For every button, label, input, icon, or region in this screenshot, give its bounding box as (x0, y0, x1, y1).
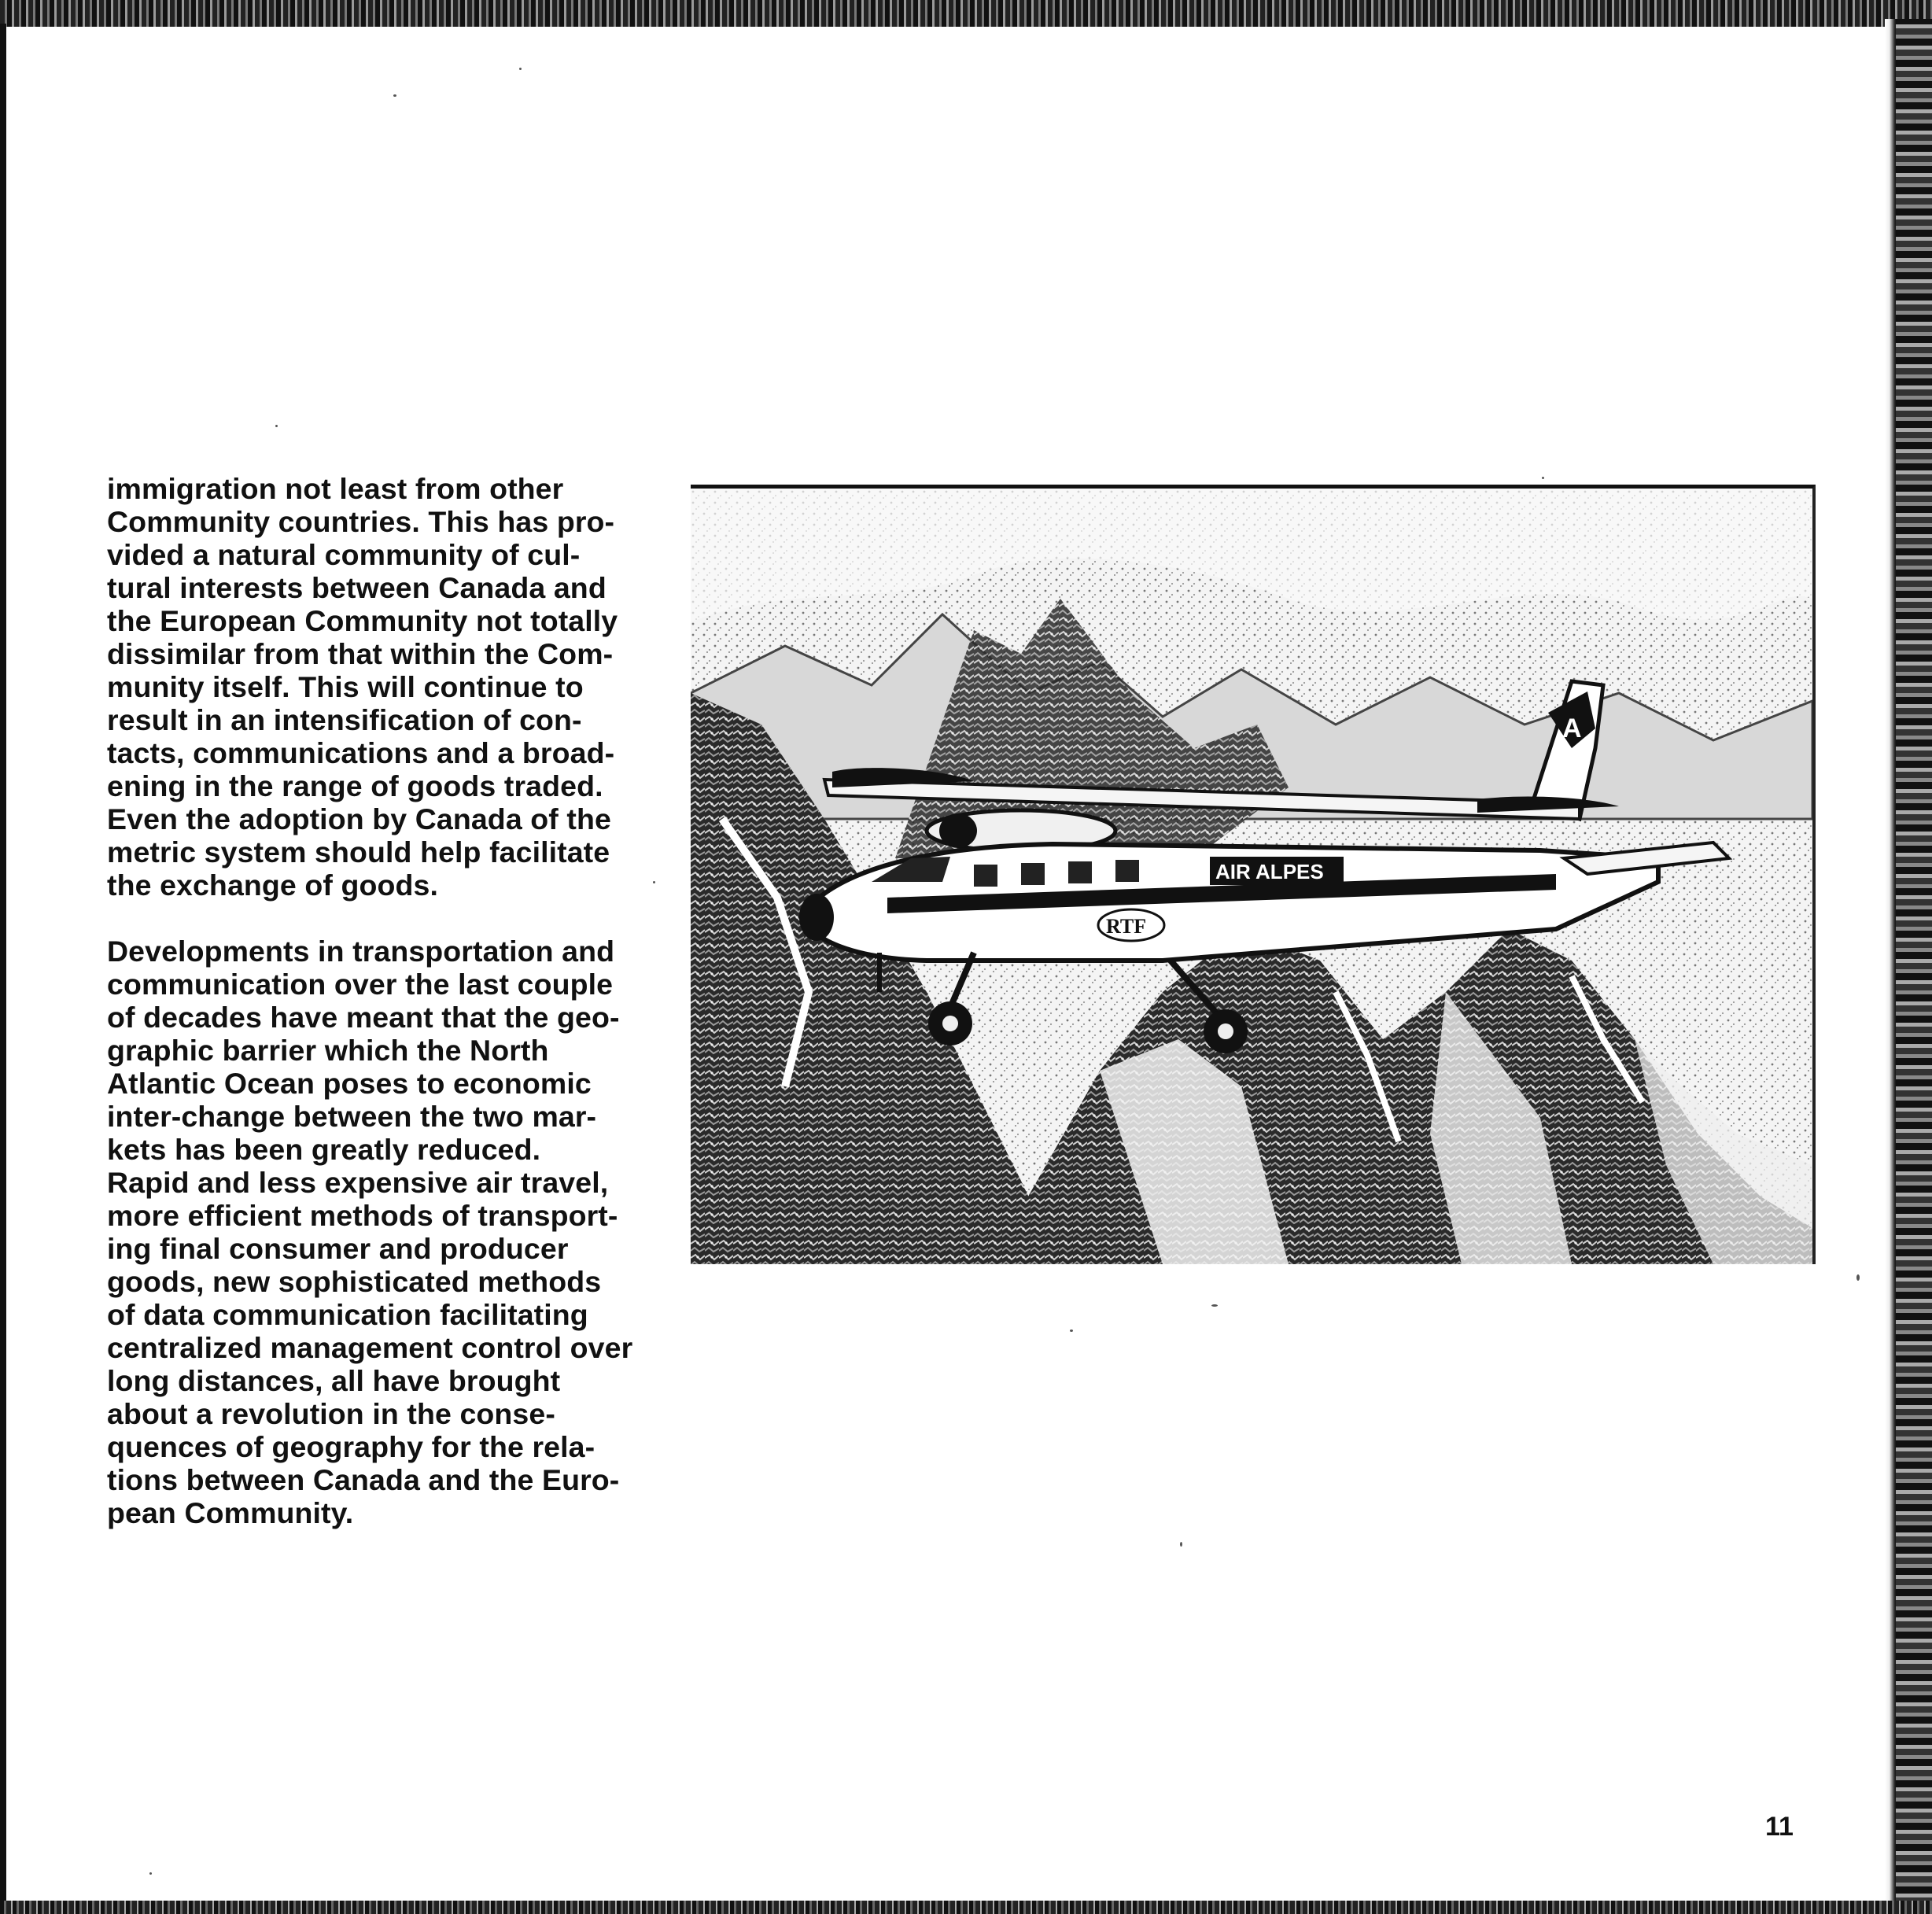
text-line: of data communication facilitating (107, 1298, 588, 1331)
text-line: long distances, all have brought (107, 1364, 561, 1397)
article-paragraph (107, 935, 642, 1529)
text-line: the European Community not totally (107, 604, 618, 637)
text-line: Community countries. This has pro- (107, 505, 615, 538)
text-line: tural interests between Canada and (107, 571, 607, 604)
scan-speck (1211, 1304, 1218, 1307)
page-number: 11 (1765, 1812, 1794, 1842)
text-line: Atlantic Ocean poses to economic (107, 1067, 592, 1100)
scan-speck (1542, 477, 1544, 479)
text-line: quences of geography for the rela- (107, 1430, 595, 1463)
text-line: kets has been greatly reduced. (107, 1133, 541, 1166)
text-line: vided a natural community of cul- (107, 538, 581, 571)
text-line: metric system should help facilitate (107, 835, 610, 868)
text-line: munity itself. This will continue to (107, 670, 584, 703)
scan-speck (519, 68, 522, 70)
article-text (107, 472, 642, 1529)
scan-speck (275, 425, 278, 427)
scan-speck (149, 1872, 152, 1875)
text-line: inter-change between the two mar- (107, 1100, 597, 1133)
text-line: more efficient methods of transport- (107, 1199, 618, 1232)
scan-speck (393, 94, 396, 97)
logo-text: RTF (1106, 915, 1147, 938)
text-line: the exchange of goods. (107, 868, 438, 902)
text-line: about a revolution in the conse- (107, 1397, 555, 1430)
text-line: of decades have meant that the geo- (107, 1001, 620, 1034)
text-line: dissimilar from that within the Com- (107, 637, 614, 670)
text-line: Rapid and less expensive air travel, (107, 1166, 609, 1199)
text-line: result in an intensification of con- (107, 703, 582, 736)
text-line: tions between Canada and the Euro- (107, 1463, 620, 1496)
scan-border-right (1896, 19, 1932, 1904)
scan-border-left (0, 24, 6, 1904)
scan-speck (1856, 1274, 1860, 1281)
aircraft-over-mountains-photo (691, 485, 1816, 1264)
text-line: graphic barrier which the North (107, 1034, 549, 1067)
text-line: centralized management control over (107, 1331, 633, 1364)
text-line: immigration not least from other (107, 472, 564, 505)
scan-speck (1070, 1329, 1073, 1332)
text-line: Developments in transportation and (107, 935, 615, 968)
page-edge-right (1885, 19, 1896, 1904)
article-paragraph (107, 472, 642, 902)
scan-speck (653, 881, 655, 883)
text-line: communication over the last couple (107, 968, 614, 1001)
scan-speck (1180, 1542, 1182, 1547)
fuselage-text: AIR ALPES (1215, 860, 1324, 883)
scan-border-top (0, 0, 1932, 27)
text-line: pean Community. (107, 1496, 354, 1529)
svg-text:A: A (1562, 714, 1582, 743)
text-line: ening in the range of goods traded. (107, 769, 603, 802)
text-line: Even the adoption by Canada of the (107, 802, 611, 835)
scan-border-bottom (0, 1901, 1932, 1914)
text-line: ing final consumer and producer (107, 1232, 569, 1265)
text-line: tacts, communications and a broad- (107, 736, 615, 769)
text-line: goods, new sophisticated methods (107, 1265, 602, 1298)
